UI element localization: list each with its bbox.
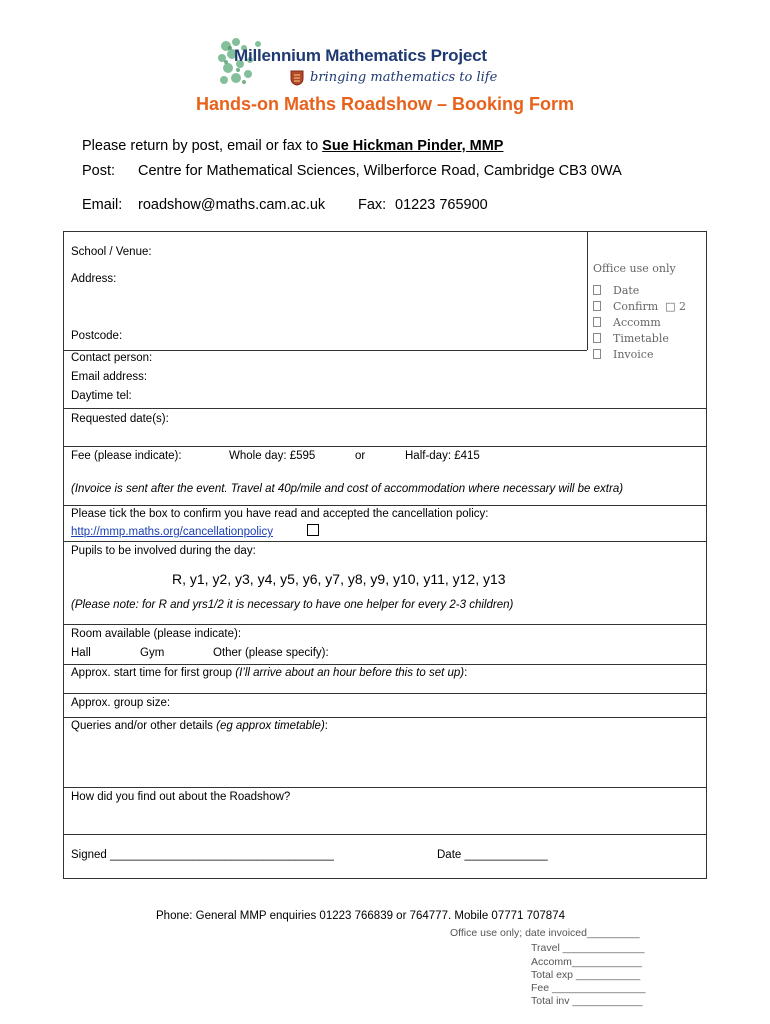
school-venue-field[interactable]: School / Venue:	[71, 246, 152, 258]
cancellation-policy-link[interactable]: http://mmp.maths.org/cancellationpolicy	[71, 526, 273, 538]
divider	[63, 664, 707, 665]
fax-label: Fax:	[358, 197, 387, 213]
logo-tagline: bringing mathematics to life	[310, 70, 498, 85]
signature-field[interactable]: Signed ___________________________________	[71, 849, 334, 861]
found-out-field[interactable]: How did you find out about the Roadshow?	[71, 791, 291, 803]
office-accomm: Accomm____________	[531, 956, 642, 968]
email-address[interactable]: roadshow@maths.cam.ac.uk	[138, 197, 326, 213]
fee-label: Fee (please indicate):	[71, 450, 182, 462]
checkbox-icon	[593, 333, 601, 343]
checkbox-icon	[593, 349, 601, 359]
page-title: Hands-on Maths Roadshow – Booking Form	[195, 94, 574, 114]
start-time-field[interactable]: Approx. start time for first group (I’ll arrive about an hour before this to set up):	[71, 667, 468, 679]
office-use-title: Office use only	[593, 262, 676, 275]
requested-dates-field[interactable]: Requested date(s):	[71, 413, 169, 425]
date-field[interactable]: Date _____________	[437, 849, 548, 861]
checkbox-icon	[593, 317, 601, 327]
cancellation-checkbox[interactable]	[307, 524, 319, 536]
return-line	[82, 138, 503, 154]
contact-person-field[interactable]: Contact person:	[71, 352, 153, 364]
group-size-field[interactable]: Approx. group size:	[71, 697, 171, 709]
checkbox-icon	[593, 285, 601, 295]
email-address-field[interactable]: Email address:	[71, 371, 148, 383]
divider	[63, 834, 707, 835]
daytime-tel-field[interactable]: Daytime tel:	[71, 390, 132, 402]
mmp-logo	[214, 34, 524, 94]
phone-footer: Phone: General MMP enquiries 01223 766839 or 764777. Mobile 07771 707874	[156, 910, 565, 922]
invoice-note: (Invoice is sent after the event. Travel at 40p/mile and cost of accommodation where necessary will be extra)	[71, 483, 624, 495]
room-gym-option[interactable]: Gym	[140, 647, 165, 659]
office-fee: Fee ________________	[531, 982, 646, 994]
divider	[63, 408, 707, 409]
address-field[interactable]: Address:	[71, 273, 117, 285]
fee-half-day[interactable]: Half-day: £415	[405, 450, 480, 462]
office-item-invoice: Invoice	[593, 348, 653, 361]
room-label: Room available (please indicate):	[71, 628, 242, 640]
divider	[63, 717, 707, 718]
office-item-date: Date	[593, 284, 639, 297]
room-hall-option[interactable]: Hall	[71, 647, 91, 659]
cancellation-text: Please tick the box to confirm you have read and accepted the cancellation policy:	[71, 508, 489, 520]
email-label: Email:	[82, 197, 123, 213]
office-item-timetable: Timetable	[593, 332, 669, 345]
office-travel: Travel ______________	[531, 942, 645, 954]
divider	[63, 787, 707, 788]
fax-number: 01223 765900	[395, 197, 488, 213]
divider	[63, 624, 707, 625]
office-date-invoiced: Office use only; date invoiced_________	[450, 927, 640, 939]
divider	[63, 693, 707, 694]
queries-field[interactable]: Queries and/or other details (eg approx timetable):	[71, 720, 328, 732]
logo-title: Millennium Mathematics Project	[234, 46, 487, 65]
shield-icon	[290, 70, 304, 86]
divider	[63, 505, 707, 506]
divider	[63, 446, 707, 447]
pupils-label: Pupils to be involved during the day:	[71, 545, 256, 557]
return-name: Sue Hickman Pinder, MMP	[322, 138, 504, 154]
helper-note: (Please note: for R and yrs1/2 it is necessary to have one helper for every 2-3 children)	[71, 599, 514, 611]
divider	[63, 350, 587, 351]
office-total-inv: Total inv ____________	[531, 995, 643, 1007]
postcode-field[interactable]: Postcode:	[71, 330, 123, 342]
checkbox-icon	[593, 301, 601, 311]
fee-whole-day[interactable]: Whole day: £595	[229, 450, 316, 462]
post-address: Centre for Mathematical Sciences, Wilberforce Road, Cambridge CB3 0WA	[138, 163, 622, 179]
office-divider	[587, 231, 588, 350]
office-total-exp: Total exp ___________	[531, 969, 641, 981]
room-other-option[interactable]: Other (please specify):	[213, 647, 329, 659]
post-label: Post:	[82, 163, 116, 179]
divider	[63, 541, 707, 542]
office-item-accomm: Accomm	[593, 316, 661, 329]
return-prefix: Please return by post, email or fax to	[82, 138, 323, 154]
fee-or: or	[355, 450, 366, 462]
office-item-confirm: Confirm □ 2	[593, 300, 686, 313]
year-groups[interactable]: R, y1, y2, y3, y4, y5, y6, y7, y8, y9, y10, y11, y12, y13	[172, 571, 506, 587]
